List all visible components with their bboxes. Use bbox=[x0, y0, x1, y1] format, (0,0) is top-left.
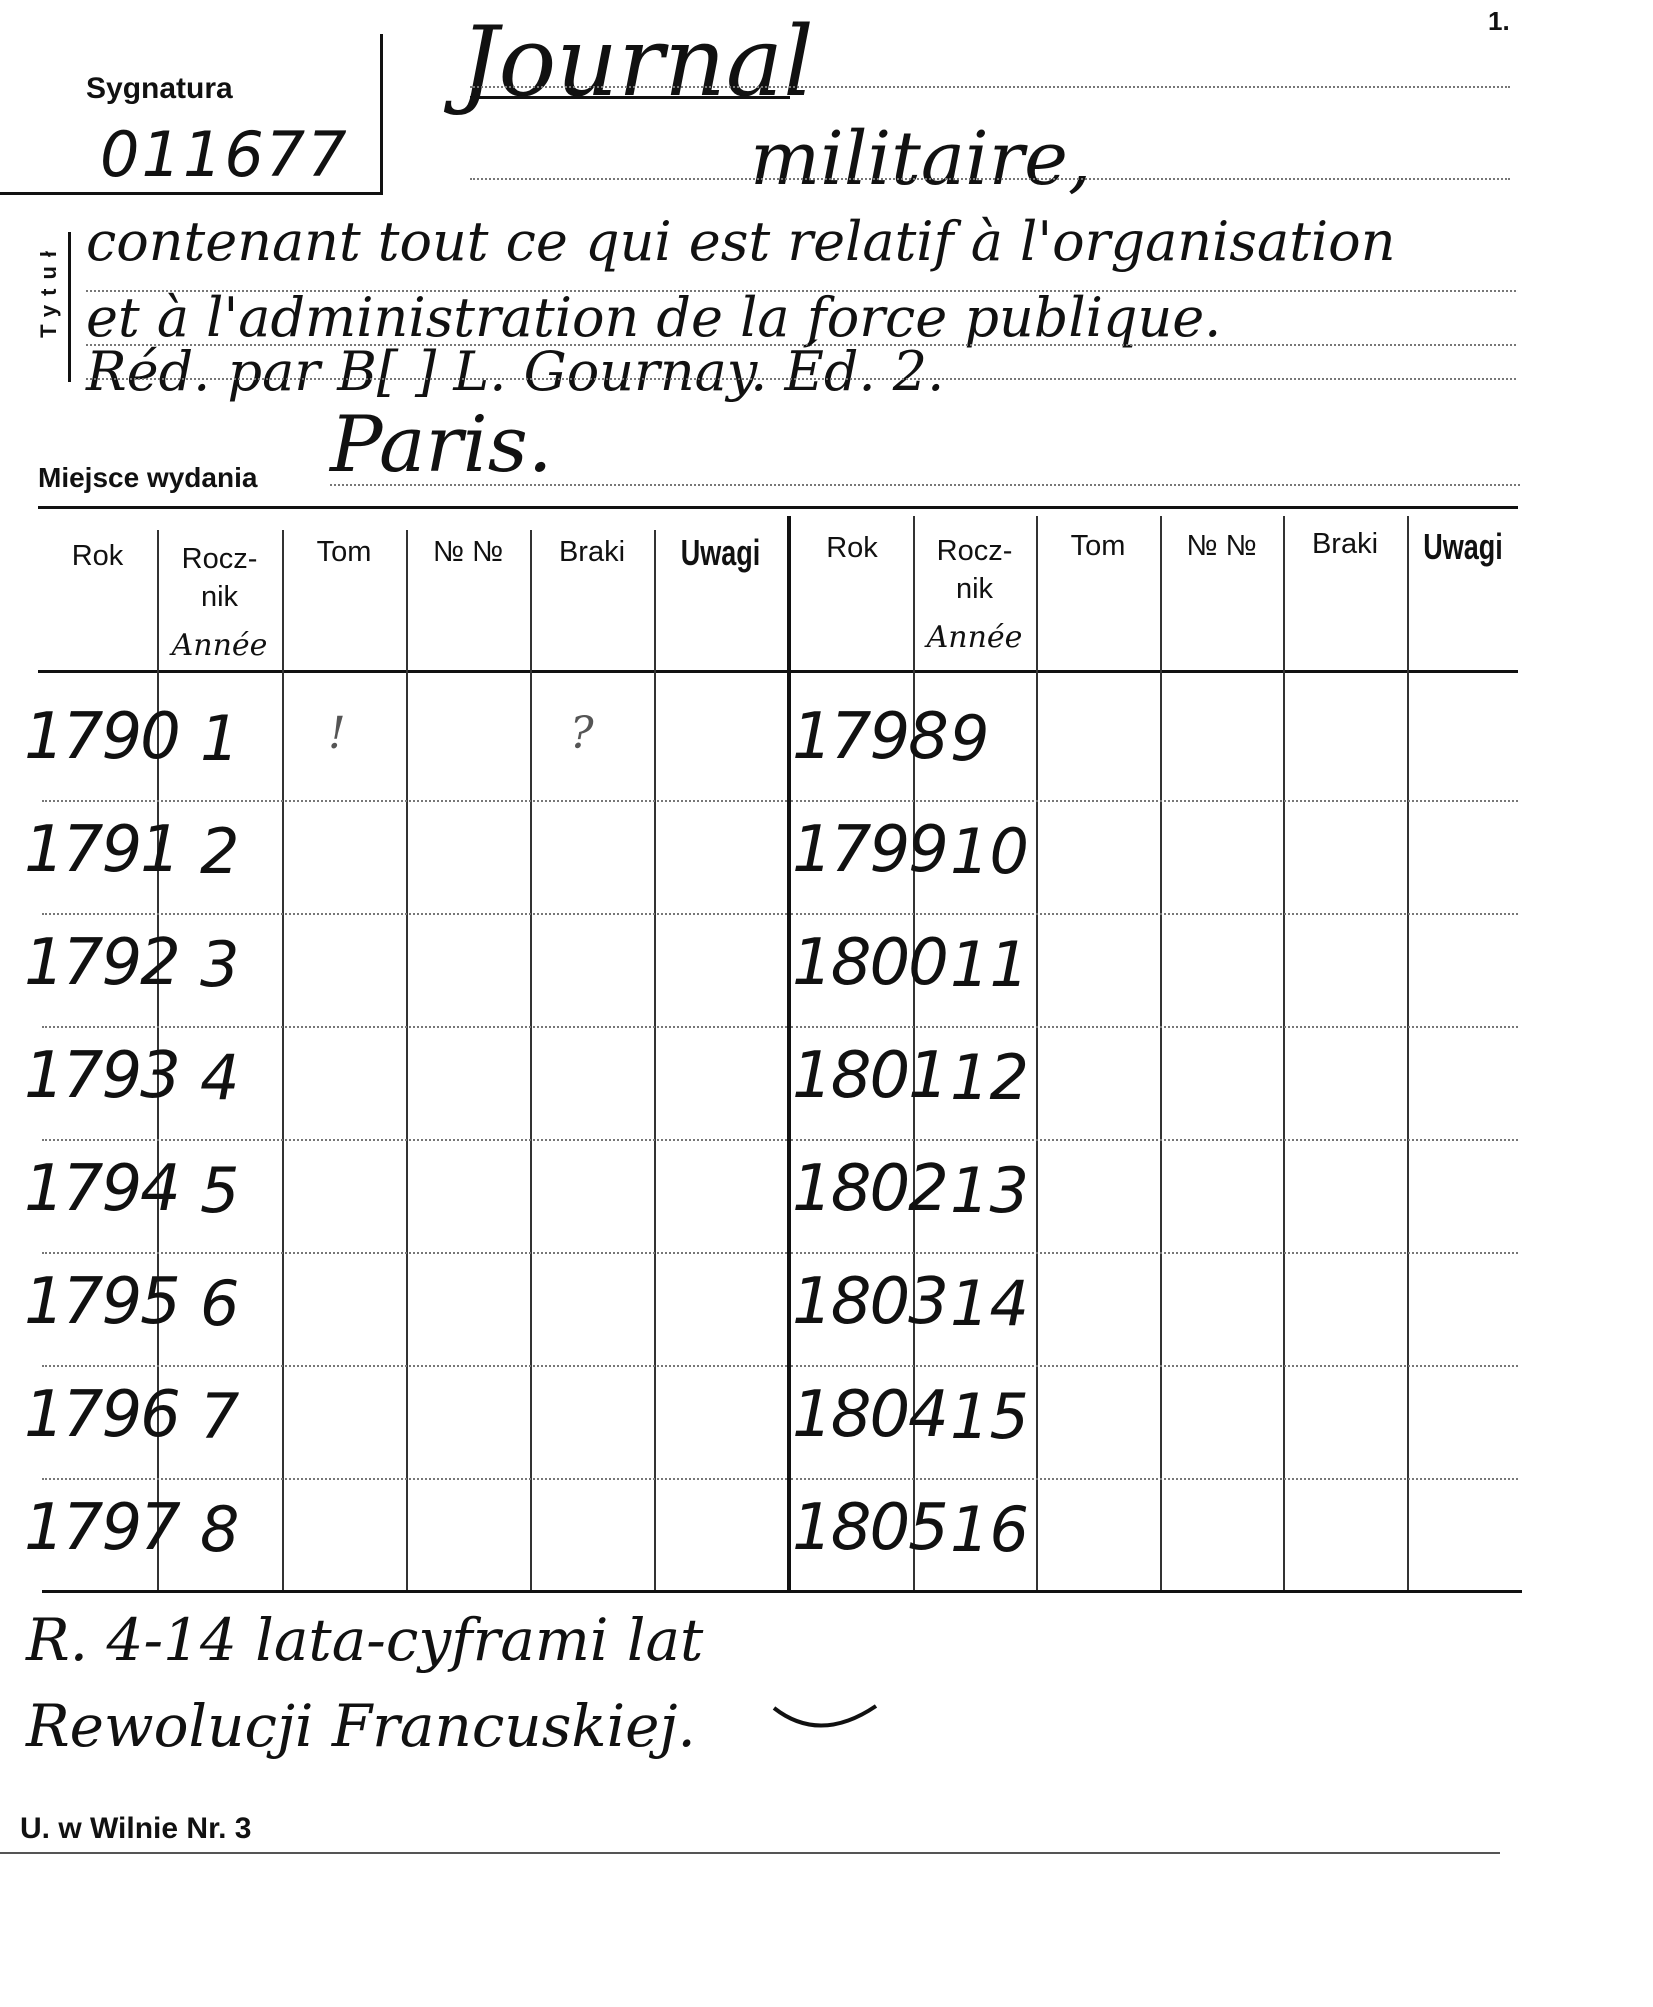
header-braki: Braki bbox=[558, 536, 626, 568]
dotted-rule bbox=[470, 178, 1510, 180]
cell-annee: 14 bbox=[950, 1267, 1029, 1340]
header-tom: Tom bbox=[1070, 530, 1126, 562]
col-divider bbox=[1407, 516, 1409, 1590]
col-divider bbox=[654, 530, 656, 1590]
cell-year: 1804 bbox=[792, 1378, 947, 1452]
header-rok: Rok bbox=[71, 540, 124, 572]
row-separator bbox=[42, 800, 787, 802]
col-divider bbox=[406, 530, 408, 1590]
cell-annee: 2 bbox=[200, 815, 240, 888]
cell-annee: 4 bbox=[200, 1041, 240, 1114]
header-rocznik: Rocz- nik bbox=[936, 535, 1013, 605]
row-separator bbox=[791, 1139, 1518, 1141]
cell-annee: 3 bbox=[200, 928, 240, 1001]
note-line-1: R. 4-14 lata-cyframi lat bbox=[26, 1606, 704, 1674]
dotted-rule bbox=[330, 484, 1520, 486]
cell-year: 1791 bbox=[24, 813, 179, 887]
footer-rule bbox=[0, 1852, 1500, 1854]
dotted-rule bbox=[86, 378, 1516, 380]
cell-year: 1803 bbox=[792, 1265, 947, 1339]
cell-year: 1792 bbox=[24, 926, 179, 1000]
header-tom: Tom bbox=[316, 536, 372, 568]
tytul-line-1: contenant tout ce qui est relatif à l'organisation bbox=[86, 210, 1396, 273]
table-bottom-rule bbox=[42, 1590, 1522, 1593]
cell-year: 1799 bbox=[792, 813, 947, 887]
cell-year: 1798 bbox=[792, 700, 947, 774]
header-nr: № № bbox=[1186, 530, 1257, 562]
cell-annee: 8 bbox=[200, 1493, 240, 1566]
cell-tom-mark: ! bbox=[328, 708, 346, 759]
pen-stroke-curve bbox=[770, 1700, 880, 1740]
cell-annee: 15 bbox=[950, 1380, 1029, 1453]
dotted-rule bbox=[470, 86, 1510, 88]
row-separator bbox=[42, 1026, 787, 1028]
header-annee: Année bbox=[171, 628, 268, 663]
row-separator bbox=[42, 1365, 787, 1367]
row-separator bbox=[42, 1252, 787, 1254]
col-divider bbox=[530, 530, 532, 1590]
cell-annee: 5 bbox=[200, 1154, 240, 1227]
row-separator bbox=[791, 1365, 1518, 1367]
table-center-divider bbox=[787, 516, 791, 1590]
title-underline bbox=[470, 96, 790, 99]
header-uwagi: Uwagi bbox=[1423, 526, 1503, 567]
cell-annee: 12 bbox=[950, 1041, 1029, 1114]
row-separator bbox=[42, 913, 787, 915]
col-divider bbox=[1036, 516, 1038, 1590]
cell-year: 1802 bbox=[792, 1152, 947, 1226]
cell-annee: 10 bbox=[950, 815, 1029, 888]
place-value: Paris. bbox=[330, 400, 553, 490]
cell-year: 1800 bbox=[792, 926, 947, 1000]
header-nr: № № bbox=[432, 536, 504, 568]
header-rok: Rok bbox=[826, 532, 878, 564]
cell-year: 1793 bbox=[24, 1039, 179, 1113]
row-separator bbox=[42, 1139, 787, 1141]
cell-annee: 13 bbox=[950, 1154, 1029, 1227]
row-separator bbox=[791, 1478, 1518, 1480]
cell-year: 1801 bbox=[792, 1039, 947, 1113]
col-divider bbox=[282, 530, 284, 1590]
cell-year: 1796 bbox=[24, 1378, 179, 1452]
place-label: Miejsce wydania bbox=[38, 462, 258, 493]
tytul-line-3: Réd. par B[ ] L. Gournay. Éd. 2. bbox=[86, 340, 945, 403]
row-separator bbox=[791, 1252, 1518, 1254]
signature-value: 011677 bbox=[100, 118, 349, 191]
cell-annee: 9 bbox=[950, 702, 990, 775]
table-top-rule bbox=[38, 506, 1518, 509]
row-separator bbox=[791, 913, 1518, 915]
cell-year: 1797 bbox=[24, 1491, 179, 1565]
cell-annee: 6 bbox=[200, 1267, 240, 1340]
table-header-rule bbox=[38, 670, 1518, 673]
col-divider bbox=[1283, 516, 1285, 1590]
journal-subtitle: militaire, bbox=[750, 116, 1092, 202]
cell-annee: 1 bbox=[200, 702, 240, 775]
row-separator bbox=[791, 800, 1518, 802]
cell-year: 1795 bbox=[24, 1265, 179, 1339]
cell-year: 1805 bbox=[792, 1491, 947, 1565]
tytul-label: Tytuł bbox=[36, 242, 61, 338]
journal-title: Journal bbox=[460, 6, 814, 118]
footer-text: U. w Wilnie Nr. 3 bbox=[20, 1812, 252, 1845]
note-line-2: Rewolucji Francuskiej. bbox=[26, 1692, 696, 1760]
cell-annee: 16 bbox=[950, 1493, 1029, 1566]
header-annee: Année bbox=[926, 620, 1023, 655]
col-divider bbox=[1160, 516, 1162, 1590]
header-braki: Braki bbox=[1311, 528, 1379, 560]
row-separator bbox=[42, 1478, 787, 1480]
cell-braki-mark: ? bbox=[570, 708, 594, 759]
tytul-brace bbox=[68, 232, 75, 382]
header-uwagi: Uwagi bbox=[680, 532, 761, 573]
signature-label: Sygnatura bbox=[86, 72, 233, 105]
cell-annee: 11 bbox=[950, 928, 1029, 1001]
cell-annee: 7 bbox=[200, 1380, 240, 1453]
tytul-line-2: et à l'administration de la force publique. bbox=[86, 286, 1222, 349]
page-number: 1. bbox=[1488, 6, 1510, 36]
cell-year: 1794 bbox=[24, 1152, 179, 1226]
header-rocznik: Rocz- nik bbox=[181, 543, 258, 613]
row-separator bbox=[791, 1026, 1518, 1028]
cell-year: 1790 bbox=[24, 700, 179, 774]
